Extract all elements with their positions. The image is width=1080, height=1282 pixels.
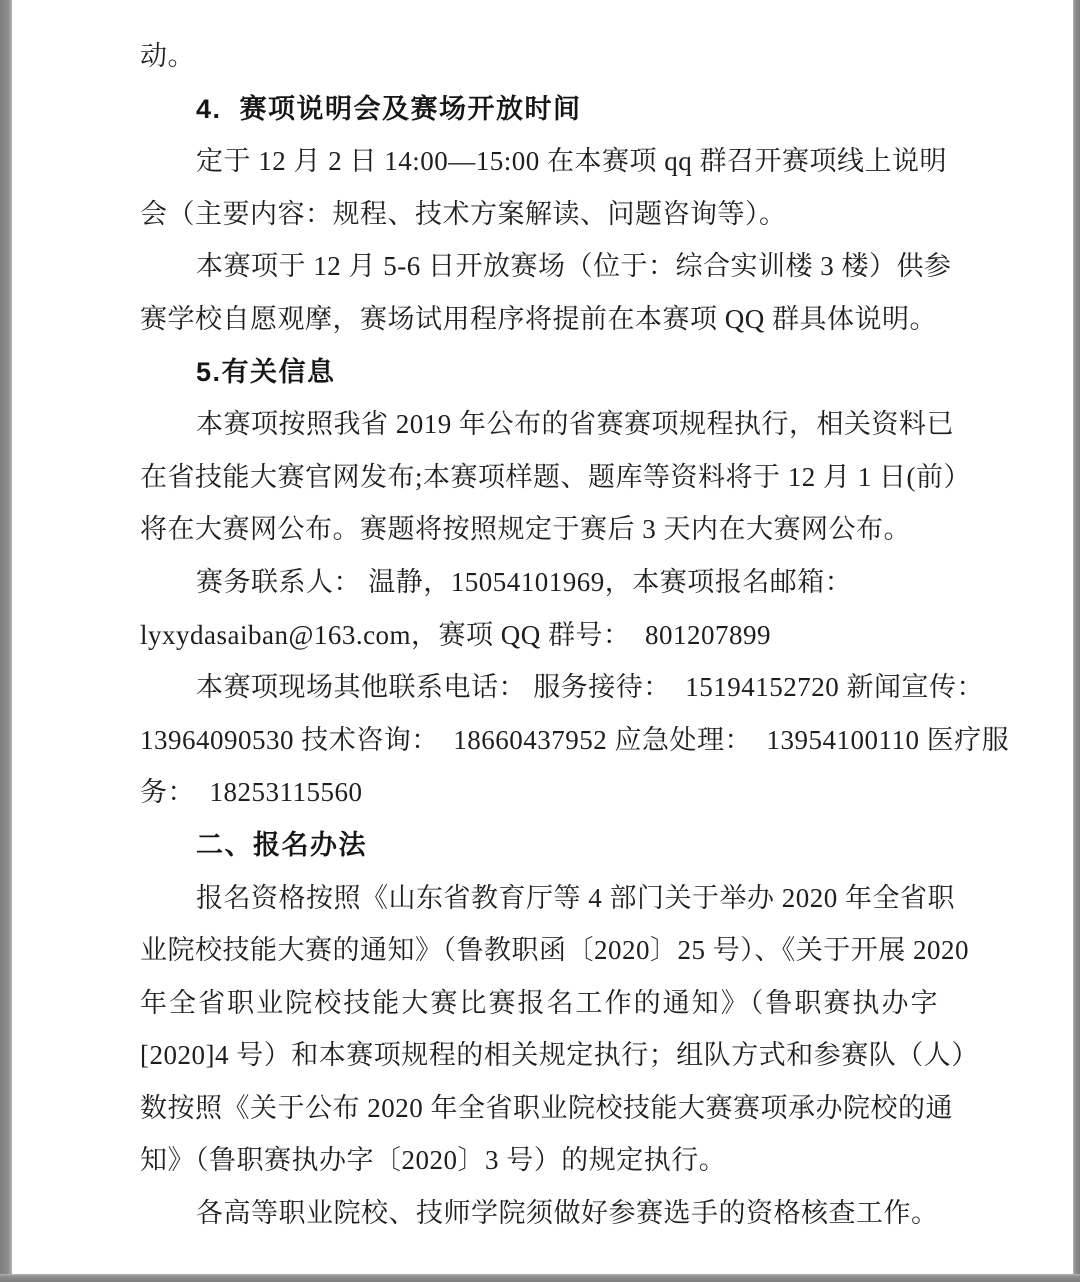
text-line: 赛学校自愿观摩，赛场试用程序将提前在本赛项 QQ 群具体说明。 <box>140 303 937 334</box>
text-line: 将在大赛网公布。赛题将按照规定于赛后 3 天内在大赛网公布。 <box>140 514 911 545</box>
text-line: 知》（鲁职赛执办字〔2020〕3 号）的规定执行。 <box>140 1145 727 1176</box>
text-line: 动。 <box>140 41 195 71</box>
text-line: 本赛项按照我省 2019 年公布的省赛赛项规程执行，相关资料已 <box>196 409 954 440</box>
text-line: 各高等职业院校、技师学院须做好参赛选手的资格核查工作。 <box>196 1198 939 1229</box>
text-line: 定于 12 月 2 日 14:00—15:00 在本赛项 qq 群召开赛项线上说明 <box>196 146 948 177</box>
heading-line: 4. 赛项说明会及赛场开放时间 <box>196 93 582 124</box>
text-line: 赛务联系人： 温静，15054101969，本赛项报名邮箱： <box>196 566 853 597</box>
text-line: 本赛项现场其他联系电话： 服务接待： 15194152720 新闻宣传： <box>196 672 984 703</box>
page-right-edge <box>1073 0 1080 1282</box>
page-bottom-edge <box>0 1274 1080 1282</box>
document-page-content <box>140 30 1010 1240</box>
text-line: 务： 18253115560 <box>140 777 363 808</box>
heading-line: 5.有关信息 <box>196 356 336 387</box>
text-line: lyxydasaiban@163.com，赛项 QQ 群号： 801207899 <box>140 619 772 650</box>
text-line: 数按照《关于公布 2020 年全省职业院校技能大赛赛项承办院校的通 <box>140 1092 953 1123</box>
text-line: 13964090530 技术咨询： 18660437952 应急处理： 13954100110 医疗服 <box>140 724 1010 755</box>
text-line: 在省技能大赛官网发布;本赛项样题、题库等资料将于 12 月 1 日(前） <box>140 461 971 492</box>
text-line: 报名资格按照《山东省教育厅等 4 部门关于举办 2020 年全省职 <box>196 882 955 913</box>
text-line: [2020]4 号）和本赛项规程的相关规定执行；组队方式和参赛队（人） <box>140 1040 979 1071</box>
heading-line: 二、报名办法 <box>196 829 367 860</box>
page-left-edge <box>0 0 12 1282</box>
text-line: 本赛项于 12 月 5-6 日开放赛场（位于：综合实训楼 3 楼）供参 <box>196 251 952 282</box>
text-line: 年全省职业院校技能大赛比赛报名工作的通知》（鲁职赛执办字 <box>140 987 938 1018</box>
text-line: 会（主要内容：规程、技术方案解读、问题咨询等）。 <box>140 198 787 229</box>
text-line: 业院校技能大赛的通知》（鲁教职函〔2020〕25 号）、《关于开展 2020 <box>140 935 969 966</box>
